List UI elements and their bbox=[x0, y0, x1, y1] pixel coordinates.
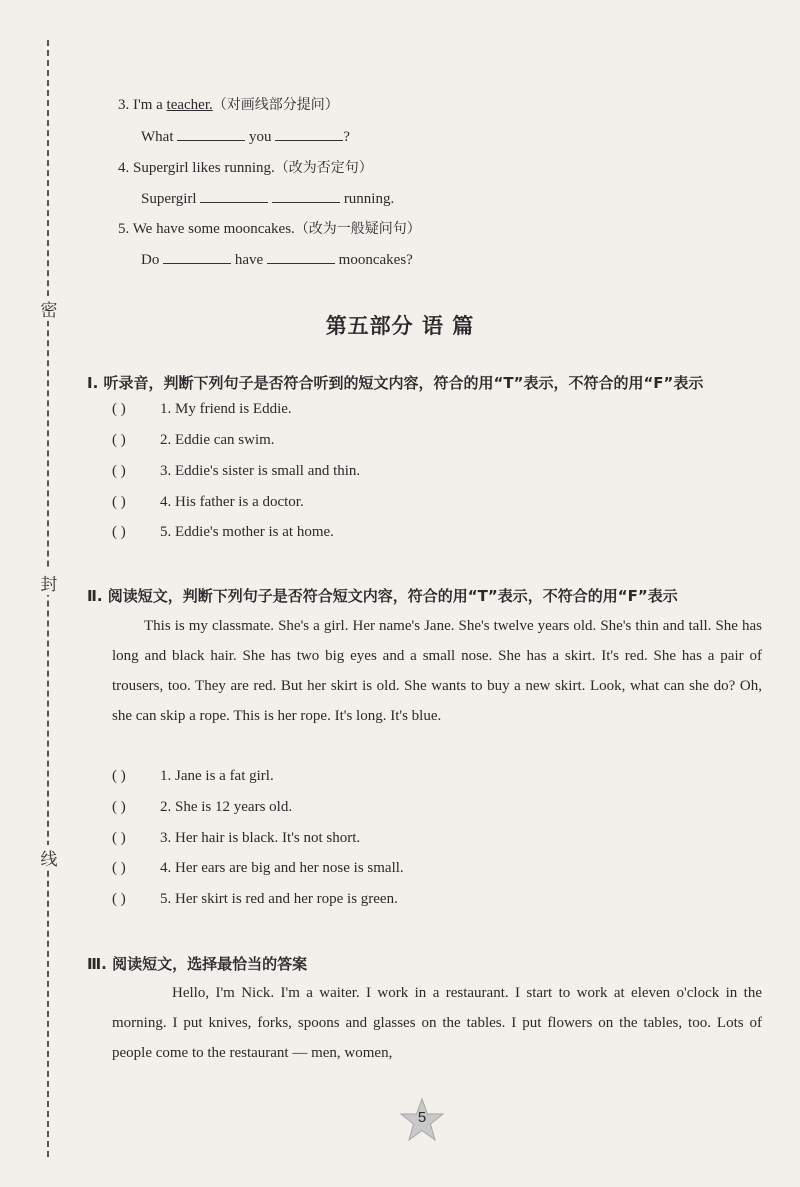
page-number: 5 bbox=[417, 1109, 427, 1126]
rewrite-question-3: 3. I'm a teacher.（对画线部分提问） bbox=[118, 97, 339, 113]
answer-blank[interactable] bbox=[163, 249, 231, 264]
rewrite-answer-3: What you ? bbox=[141, 126, 350, 146]
rewrite-answer-5: Do have mooncakes? bbox=[141, 249, 413, 269]
part2-item: ( ) 5. Her skirt is red and her rope is green. bbox=[112, 891, 398, 907]
part3-heading: Ⅲ. 阅读短文，选择最恰当的答案 bbox=[87, 955, 308, 973]
binding-dashed-line bbox=[47, 40, 49, 1157]
part1-item: ( ) 4. His father is a doctor. bbox=[112, 494, 304, 510]
answer-paren[interactable]: ( ) bbox=[112, 401, 126, 417]
part1-item: ( ) 1. My friend is Eddie. bbox=[112, 401, 292, 417]
answer-blank[interactable] bbox=[267, 249, 335, 264]
part2-item: ( ) 4. Her ears are big and her nose is small. bbox=[112, 860, 404, 876]
part2-item: ( ) 1. Jane is a fat girl. bbox=[112, 768, 274, 784]
margin-mark-seal: 密 bbox=[40, 296, 58, 321]
margin-mark-close: 封 bbox=[40, 570, 58, 595]
part1-heading: Ⅰ. 听录音，判断下列句子是否符合听到的短文内容，符合的用“T”表示，不符合的用“F”表示 bbox=[87, 374, 704, 392]
answer-paren[interactable]: ( ) bbox=[112, 463, 126, 479]
answer-paren[interactable]: ( ) bbox=[112, 768, 126, 784]
rewrite-question-4: 4. Supergirl likes running.（改为否定句） bbox=[118, 160, 373, 176]
answer-blank[interactable] bbox=[200, 188, 268, 203]
answer-paren[interactable]: ( ) bbox=[112, 799, 126, 815]
rewrite-answer-4: Supergirl running. bbox=[141, 188, 394, 208]
part2-passage: This is my classmate. She's a girl. Her name's Jane. She's twelve years old. She's thin and tall. She has long and black hair. She has two big eyes and a small nose. She has a skirt. It's red. She has a pair of trousers, too. They are red. But her skirt is old. She wants to buy a new skirt. Look, what can she do? Oh, she can skip a rope. This is her rope. It's long. It's blue. bbox=[112, 618, 762, 724]
answer-paren[interactable]: ( ) bbox=[112, 524, 126, 540]
answer-paren[interactable]: ( ) bbox=[112, 860, 126, 876]
answer-blank[interactable] bbox=[272, 188, 340, 203]
answer-blank[interactable] bbox=[275, 126, 343, 141]
part3-passage: Hello, I'm Nick. I'm a waiter. I work in a restaurant. I start to work at eleven o'clock in the morning. I put knives, forks, spoons and glasses on the tables. I put flowers on the tables, too. Lots of people come to the restaurant — men, women, bbox=[112, 985, 762, 1061]
answer-blank[interactable] bbox=[177, 126, 245, 141]
margin-mark-line: 线 bbox=[40, 845, 58, 870]
underlined-word: teacher. bbox=[166, 97, 213, 113]
part2-item: ( ) 2. She is 12 years old. bbox=[112, 799, 293, 815]
answer-paren[interactable]: ( ) bbox=[112, 494, 126, 510]
answer-paren[interactable]: ( ) bbox=[112, 891, 126, 907]
part1-item: ( ) 3. Eddie's sister is small and thin. bbox=[112, 463, 361, 479]
answer-paren[interactable]: ( ) bbox=[112, 830, 126, 846]
part1-item: ( ) 5. Eddie's mother is at home. bbox=[112, 524, 334, 540]
part2-item: ( ) 3. Her hair is black. It's not short. bbox=[112, 830, 361, 846]
part1-item: ( ) 2. Eddie can swim. bbox=[112, 432, 275, 448]
answer-paren[interactable]: ( ) bbox=[112, 432, 126, 448]
part2-heading: Ⅱ. 阅读短文，判断下列句子是否符合短文内容，符合的用“T”表示，不符合的用“F”表示 bbox=[87, 587, 678, 605]
rewrite-question-5: 5. We have some mooncakes.（改为一般疑问句） bbox=[118, 221, 421, 237]
section-title: 第五部分 语 篇 bbox=[325, 314, 475, 338]
